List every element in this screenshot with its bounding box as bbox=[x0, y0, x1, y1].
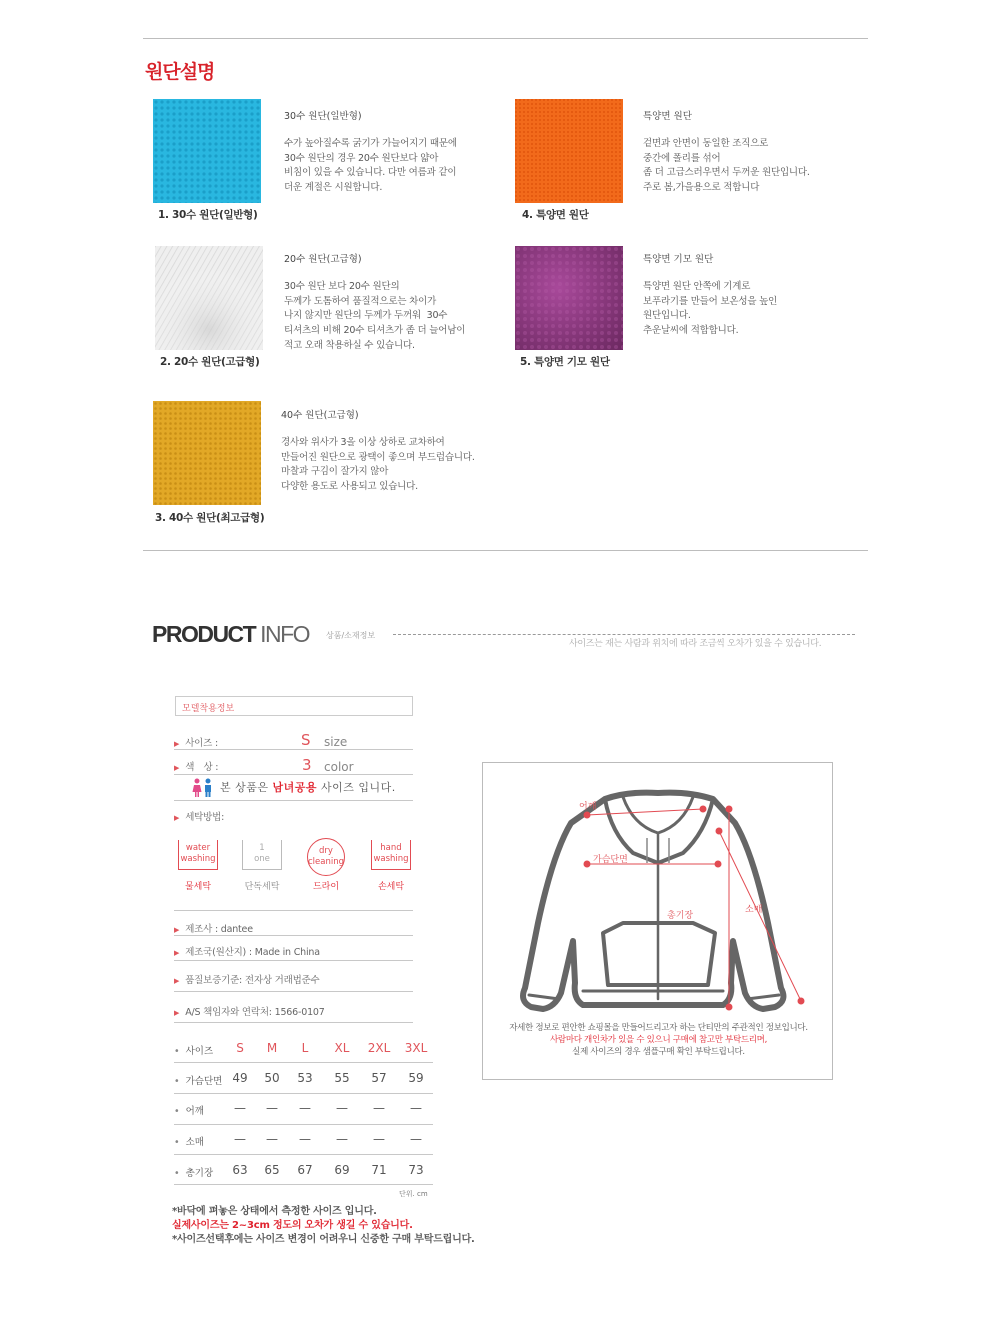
fabric-desc: 경사와 위사가 3올 이상 상하로 교차하여 만들어진 원단으로 광택이 좋으며 부드럽습니다. 마찰과 구김이 잘가지 않아 다양한 용도로 사용되고 있습니다. bbox=[281, 437, 475, 493]
diagram-note: 실제 사이즈의 경우 샘플구매 확인 부탁드립니다. bbox=[572, 1047, 745, 1057]
diagram-label-chest: 가슴단면 bbox=[593, 855, 628, 865]
measurement-note: 사이즈는 재는 사람과 위치에 따라 조금씩 오차가 있을 수 있습니다. bbox=[569, 639, 822, 649]
fabric-desc: 겉면과 안면이 동일한 조직으로 중간에 폴리를 섞어 좀 더 고급스러우면서 두꺼운 원단입니다. 주로 봄,가을용으로 적합니다 bbox=[643, 138, 810, 194]
origin-info: ▶ 제조국(원산지) : Made in China bbox=[174, 947, 320, 958]
fabric-swatch-20 bbox=[155, 246, 263, 350]
fabric-desc: 30수 원단 보다 20수 원단의 두께가 도톰하여 품질적으로는 차이가 나지 않지만 원단의 두께가 두꺼워 30수 티셔츠의 비해 20수 티셔츠가 좀 더 늘어남이 적고 오래 착용하실 수 있습니다. bbox=[284, 281, 466, 351]
fabric-caption: 1. 30수 원단(일반형) bbox=[158, 209, 258, 221]
size-note: *바닥에 펴놓은 상태에서 측정한 사이즈 입니다. bbox=[172, 1206, 377, 1217]
model-size-label: ▶ 사이즈 : bbox=[174, 738, 218, 749]
maker-info: ▶ 제조사 : dantee bbox=[174, 924, 253, 935]
product-info-subtitle: 상품/소재정보 bbox=[326, 631, 376, 640]
model-color-label: ▶ 색 상 : bbox=[174, 762, 219, 773]
size-cell: — bbox=[373, 1101, 385, 1115]
size-col-3xl: 3XL bbox=[404, 1041, 428, 1055]
size-cell: — bbox=[336, 1132, 348, 1146]
model-size-unit: size bbox=[324, 735, 348, 749]
fabric-name: 30수 원단(일반형) bbox=[284, 111, 362, 122]
model-size-value: S bbox=[301, 731, 311, 749]
size-col-2xl: 2XL bbox=[367, 1041, 391, 1055]
size-cell: — bbox=[410, 1101, 422, 1115]
water-wash-icon: water washing bbox=[178, 840, 218, 870]
fabric-name: 특양면 기모 원단 bbox=[643, 254, 714, 265]
size-diagram-box bbox=[482, 762, 833, 1080]
dashed-line bbox=[393, 634, 855, 635]
size-cell: 50 bbox=[264, 1071, 280, 1085]
top-divider bbox=[143, 38, 868, 39]
size-header-label: • 사이즈 bbox=[174, 1046, 214, 1057]
size-cell: 65 bbox=[264, 1163, 280, 1177]
wash-label: 물세탁 bbox=[184, 882, 212, 892]
fabric-swatch-30 bbox=[153, 99, 261, 203]
size-cell: 71 bbox=[371, 1163, 387, 1177]
size-cell: 55 bbox=[334, 1071, 350, 1085]
unisex-icon bbox=[192, 778, 214, 798]
size-row-label: • 총기장 bbox=[174, 1168, 214, 1179]
fabric-caption: 5. 특양면 기모 원단 bbox=[520, 356, 610, 368]
size-cell: 49 bbox=[232, 1071, 248, 1085]
diagram-label-sleeve: 소매 bbox=[745, 905, 763, 915]
wash-label: 단독세탁 bbox=[244, 882, 280, 892]
model-info-label: 모델착용정보 bbox=[175, 696, 413, 716]
quality-info: ▶ 품질보증기준: 전자상 거래법준수 bbox=[174, 975, 320, 986]
fabric-swatch-40 bbox=[153, 401, 261, 505]
fabric-desc: 수가 높아질수록 굵기가 가늘어지기 때문에 30수 원단의 경우 20수 원단보다 얇아 비침이 있을 수 있습니다. 다만 여름과 같이 더운 계절은 시원합니다. bbox=[284, 138, 457, 194]
size-col-l: L bbox=[301, 1041, 309, 1055]
model-color-unit: color bbox=[324, 760, 354, 774]
fabric-swatch-double-face bbox=[515, 99, 623, 203]
size-cell: — bbox=[266, 1132, 278, 1146]
size-cell: — bbox=[234, 1101, 246, 1115]
product-info-title: PRODUCT INFO bbox=[152, 621, 310, 647]
size-col-s: S bbox=[236, 1041, 244, 1055]
size-cell: — bbox=[336, 1101, 348, 1115]
size-cell: 69 bbox=[334, 1163, 350, 1177]
hand-wash-icon: hand washing bbox=[371, 840, 411, 870]
size-cell: — bbox=[234, 1132, 246, 1146]
diagram-note: 자세한 정보로 편안한 쇼핑몰을 만들어드리고자 하는 단티만의 주관적인 정보입니다. bbox=[509, 1023, 808, 1033]
size-cell: — bbox=[373, 1132, 385, 1146]
diagram-label-shoulder: 어깨 bbox=[579, 802, 597, 812]
wash-method-label: ▶ 세탁방법: bbox=[174, 812, 225, 823]
size-cell: — bbox=[299, 1101, 311, 1115]
size-row-label: • 가슴단면 bbox=[174, 1076, 223, 1087]
unit-note: 단위. cm bbox=[399, 1190, 428, 1198]
fabric-bottom-divider bbox=[143, 550, 868, 551]
hoodie-diagram bbox=[483, 763, 834, 1023]
as-info: ▶ A/S 책임자와 연락처: 1566-0107 bbox=[174, 1007, 325, 1018]
size-cell: 63 bbox=[232, 1163, 248, 1177]
size-row-label: • 소매 bbox=[174, 1137, 204, 1148]
fabric-section-title: 원단설명 bbox=[145, 61, 215, 83]
size-cell: 53 bbox=[297, 1071, 313, 1085]
fabric-name: 40수 원단(고급형) bbox=[281, 410, 359, 421]
size-col-xl: XL bbox=[334, 1041, 350, 1055]
size-cell: 59 bbox=[408, 1071, 424, 1085]
wash-label: 손세탁 bbox=[377, 882, 405, 892]
model-color-value: 3 bbox=[302, 756, 312, 774]
single-wash-icon: 1 one bbox=[242, 840, 282, 870]
fabric-name: 특양면 원단 bbox=[643, 111, 692, 122]
wash-label: 드라이 bbox=[312, 882, 340, 892]
dry-cleaning-icon: dry cleaning bbox=[307, 838, 345, 876]
diagram-note: 사람마다 개인차가 있을 수 있으니 구매에 참고만 부탁드리며, bbox=[550, 1035, 767, 1045]
fabric-desc: 특양면 원단 안쪽에 기계로 보푸라기를 만들어 보온성을 높인 원단입니다. 추운날씨에 적합합니다. bbox=[643, 281, 778, 337]
size-row-label: • 어깨 bbox=[174, 1106, 204, 1117]
size-cell: 67 bbox=[297, 1163, 313, 1177]
unisex-notice: 본 상품은 남녀공용 사이즈 입니다. bbox=[220, 781, 396, 794]
fabric-caption: 4. 특양면 원단 bbox=[522, 209, 589, 221]
size-cell: — bbox=[299, 1132, 311, 1146]
size-cell: — bbox=[266, 1101, 278, 1115]
fabric-name: 20수 원단(고급형) bbox=[284, 254, 362, 265]
size-cell: — bbox=[410, 1132, 422, 1146]
fabric-caption: 2. 20수 원단(고급형) bbox=[160, 356, 260, 368]
fabric-swatch-brushed bbox=[515, 246, 623, 350]
size-col-m: M bbox=[266, 1041, 278, 1055]
fabric-caption: 3. 40수 원단(최고급형) bbox=[155, 512, 265, 524]
size-note: 실제사이즈는 2~3cm 정도의 오차가 생길 수 있습니다. bbox=[172, 1220, 413, 1231]
size-note: *사이즈선택후에는 사이즈 변경이 어려우니 신중한 구매 부탁드립니다. bbox=[172, 1234, 475, 1245]
size-cell: 57 bbox=[371, 1071, 387, 1085]
size-cell: 73 bbox=[408, 1163, 424, 1177]
diagram-label-length: 총기장 bbox=[667, 911, 694, 921]
